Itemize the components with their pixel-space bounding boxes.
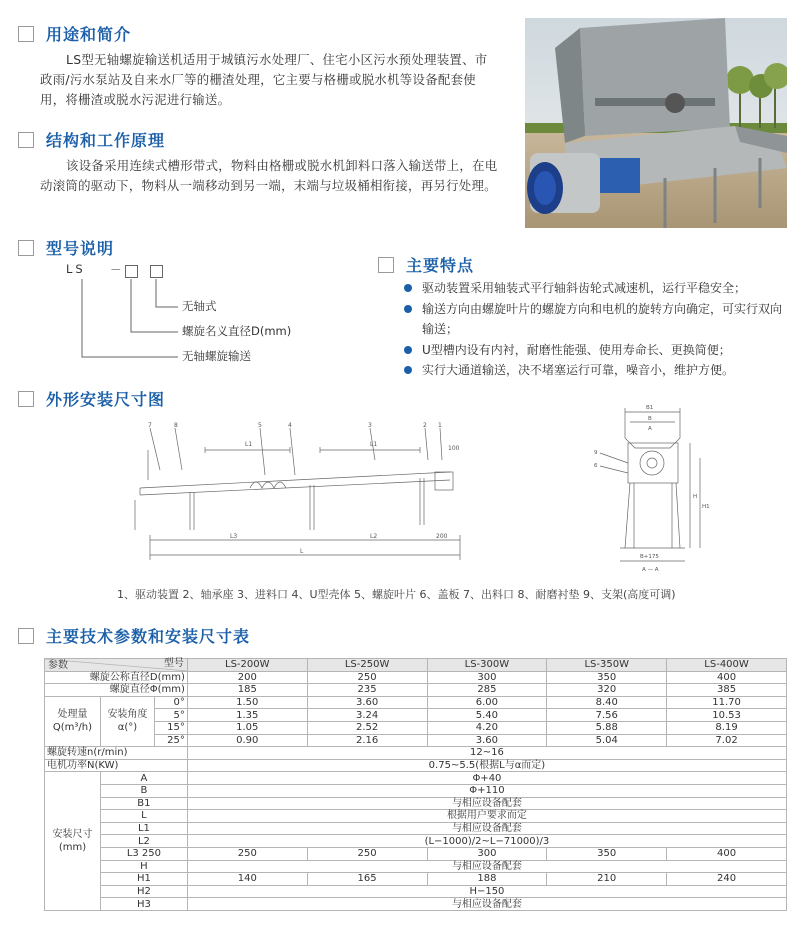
features-list	[404, 278, 790, 381]
cell: 4.20	[427, 721, 547, 734]
cell: 140	[187, 873, 307, 886]
cell: 0.90	[187, 734, 307, 747]
label-5: 5	[258, 422, 262, 429]
cell: 350	[547, 847, 667, 860]
merged-cell: 12~16	[187, 747, 786, 760]
structure-text: 该设备采用连续式槽形带式，物料由格栅或脱水机卸料口落入输送带上，在电动滚筒的驱动下，物料从一端移动到另一端，末端与垃圾桶相衔接，再另行处理。	[40, 158, 498, 193]
label-B1: B1	[646, 405, 654, 411]
feature-item: 输送方向由螺旋叶片的螺旋方向和电机的旋转方向确定，可实行双向输送；	[404, 299, 790, 340]
cell: 210	[547, 873, 667, 886]
table-row	[45, 885, 787, 898]
table-row	[45, 759, 787, 772]
angle-value: 0°	[154, 696, 187, 709]
cell: 3.60	[307, 696, 427, 709]
cell: 3.60	[427, 734, 547, 747]
table-row	[45, 671, 787, 684]
end-view-drawing	[590, 398, 710, 576]
model-header: LS-350W	[547, 659, 667, 672]
merged-cell: Φ+40	[187, 772, 786, 785]
merged-cell: (L−1000)/2~L−71000)/3	[187, 835, 786, 848]
cell: 5.88	[547, 721, 667, 734]
cell: 165	[307, 873, 427, 886]
label-3: 3	[368, 422, 372, 429]
table-row	[45, 847, 787, 860]
cell: 1.05	[187, 721, 307, 734]
model-header: LS-300W	[427, 659, 547, 672]
row-label: L3 250	[100, 847, 187, 860]
feature-item: U型槽内设有内衬，耐磨性能强、使用寿命长、更换简便；	[404, 340, 790, 361]
structure-title: 结构和工作原理	[46, 131, 166, 150]
label-B: B	[648, 416, 652, 422]
model-diagram	[60, 262, 360, 372]
corner-model: 型号	[163, 658, 184, 669]
cell: 300	[427, 671, 547, 684]
cell: 400	[667, 847, 787, 860]
cell: 285	[427, 684, 547, 697]
angle-value: 15°	[154, 721, 187, 734]
product-photo	[525, 18, 787, 228]
checkbox-icon	[18, 391, 34, 407]
table-row	[45, 797, 787, 810]
features-title: 主要特点	[406, 256, 475, 275]
feature-item: 实行大通道输送，决不堵塞运行可靠，噪音小，维护方便。	[404, 360, 790, 381]
row-label: H1	[100, 873, 187, 886]
model-title: 型号说明	[46, 239, 115, 258]
label-9: 9	[594, 450, 598, 456]
row-label: L2	[100, 835, 187, 848]
features-section-title	[378, 253, 474, 276]
merged-cell: 0.75~5.5(根据L与α而定)	[187, 759, 786, 772]
label-b175: B+175	[640, 554, 659, 560]
row-label: 螺旋公称直径D(mm)	[45, 671, 188, 684]
row-label: B1	[100, 797, 187, 810]
row-label: B	[100, 784, 187, 797]
label-aa: A — A	[642, 567, 659, 573]
label-H1: H1	[702, 504, 710, 510]
table-row	[45, 721, 787, 734]
model-label-2: 螺旋名义直径D(mm)	[182, 324, 292, 338]
merged-cell: 与相应设备配套	[187, 797, 786, 810]
table-row	[45, 696, 787, 709]
table-row	[45, 822, 787, 835]
model-header: LS-250W	[307, 659, 427, 672]
angle-label: 安装角度α(°)	[100, 696, 154, 746]
table-row	[45, 709, 787, 722]
usage-text: LS型无轴螺旋输送机适用于城镇污水处理厂、住宅小区污水预处理装置、市政雨/污水泵站及自来水厂等的栅渣处理，它主要与格栅或脱水机等设备配套使用，将栅渣或脱水污泥进行输送。	[40, 52, 488, 107]
side-view-drawing	[130, 420, 480, 570]
model-header: LS-200W	[187, 659, 307, 672]
angle-value: 25°	[154, 734, 187, 747]
row-label: L1	[100, 822, 187, 835]
cell: 300	[427, 847, 547, 860]
label-4: 4	[288, 422, 292, 429]
corner-param: 参数	[48, 660, 68, 671]
cell: 2.16	[307, 734, 427, 747]
table-row	[45, 747, 787, 760]
model-header: LS-400W	[667, 659, 787, 672]
angle-value: 5°	[154, 709, 187, 722]
cell: 5.04	[547, 734, 667, 747]
cell: 7.02	[667, 734, 787, 747]
usage-title: 用途和简介	[46, 25, 132, 44]
install-label: 安装尺寸(mm)	[45, 772, 101, 911]
row-label: 螺旋直径Φ(mm)	[45, 684, 188, 697]
cell: 250	[307, 847, 427, 860]
cell: 385	[667, 684, 787, 697]
merged-cell: Φ+110	[187, 784, 786, 797]
usage-section-title	[18, 22, 131, 45]
cell: 11.70	[667, 696, 787, 709]
merged-cell: 与相应设备配套	[187, 860, 786, 873]
table-section-title	[18, 624, 250, 647]
cell: 3.24	[307, 709, 427, 722]
table-row	[45, 810, 787, 823]
row-label: A	[100, 772, 187, 785]
checkbox-icon	[18, 628, 34, 644]
drawing-title: 外形安装尺寸图	[46, 390, 166, 409]
cell: 8.19	[667, 721, 787, 734]
model-label-1: 无轴式	[182, 299, 217, 313]
table-header-row	[45, 659, 787, 672]
model-code: LS	[66, 262, 86, 276]
row-label: H	[100, 860, 187, 873]
label-H: H	[693, 494, 698, 500]
drawing-section-title	[18, 387, 165, 410]
cell: 5.40	[427, 709, 547, 722]
label-100: 100	[448, 445, 460, 452]
label-2: 2	[423, 422, 427, 429]
feature-item: 驱动装置采用轴装式平行轴斜齿轮式减速机，运行平稳安全；	[404, 278, 790, 299]
checkbox-icon	[18, 240, 34, 256]
table-row	[45, 784, 787, 797]
cell: 10.53	[667, 709, 787, 722]
cell: 185	[187, 684, 307, 697]
table-row	[45, 772, 787, 785]
drawing-caption: 1、驱动装置 2、轴承座 3、进料口 4、U型壳体 5、螺旋叶片 6、盖板 7、出料口 8、耐磨衬垫 9、支架(高度可调)	[117, 588, 676, 601]
cell: 200	[187, 671, 307, 684]
label-8: 8	[174, 422, 178, 429]
cell: 188	[427, 873, 547, 886]
cell: 320	[547, 684, 667, 697]
checkbox-icon	[18, 26, 34, 42]
label-L1: L1	[245, 441, 253, 448]
cell: 400	[667, 671, 787, 684]
spec-table-wrap	[44, 658, 787, 911]
row-label: 螺旋转速n(r/min)	[45, 747, 188, 760]
spec-table	[44, 658, 787, 911]
row-label: H2	[100, 885, 187, 898]
table-row	[45, 734, 787, 747]
table-row	[45, 898, 787, 911]
table-row	[45, 860, 787, 873]
merged-cell: H−150	[187, 885, 786, 898]
label-6: 6	[594, 463, 598, 469]
merged-cell: 与相应设备配套	[187, 822, 786, 835]
cell: 7.56	[547, 709, 667, 722]
cell: 235	[307, 684, 427, 697]
merged-cell: 根据用户要求而定	[187, 810, 786, 823]
cell: 1.35	[187, 709, 307, 722]
cell: 6.00	[427, 696, 547, 709]
label-L1b: L1	[370, 441, 378, 448]
table-title: 主要技术参数和安装尺寸表	[46, 627, 251, 646]
label-L2: L2	[370, 533, 378, 540]
cell: 240	[667, 873, 787, 886]
table-row	[45, 873, 787, 886]
row-label: L	[100, 810, 187, 823]
merged-cell: 与相应设备配套	[187, 898, 786, 911]
label-7: 7	[148, 422, 152, 429]
model-section-title	[18, 236, 114, 259]
checkbox-icon	[378, 257, 394, 273]
table-row	[45, 835, 787, 848]
model-label-3: 无轴螺旋输送	[182, 349, 251, 363]
structure-section-title	[18, 128, 165, 151]
checkbox-icon	[18, 132, 34, 148]
label-L3: L3	[230, 533, 238, 540]
row-label: 电机功率N(KW)	[45, 759, 188, 772]
model-dash: －	[110, 263, 122, 277]
cell: 250	[187, 847, 307, 860]
cell: 8.40	[547, 696, 667, 709]
cell: 2.52	[307, 721, 427, 734]
table-row	[45, 684, 787, 697]
label-L: L	[300, 548, 304, 555]
cell: 350	[547, 671, 667, 684]
capacity-label: 处理量Q(m³/h)	[45, 696, 101, 746]
label-A: A	[648, 426, 652, 432]
cell: 1.50	[187, 696, 307, 709]
label-1: 1	[438, 422, 442, 429]
row-label: H3	[100, 898, 187, 911]
cell: 250	[307, 671, 427, 684]
label-200: 200	[436, 533, 448, 540]
